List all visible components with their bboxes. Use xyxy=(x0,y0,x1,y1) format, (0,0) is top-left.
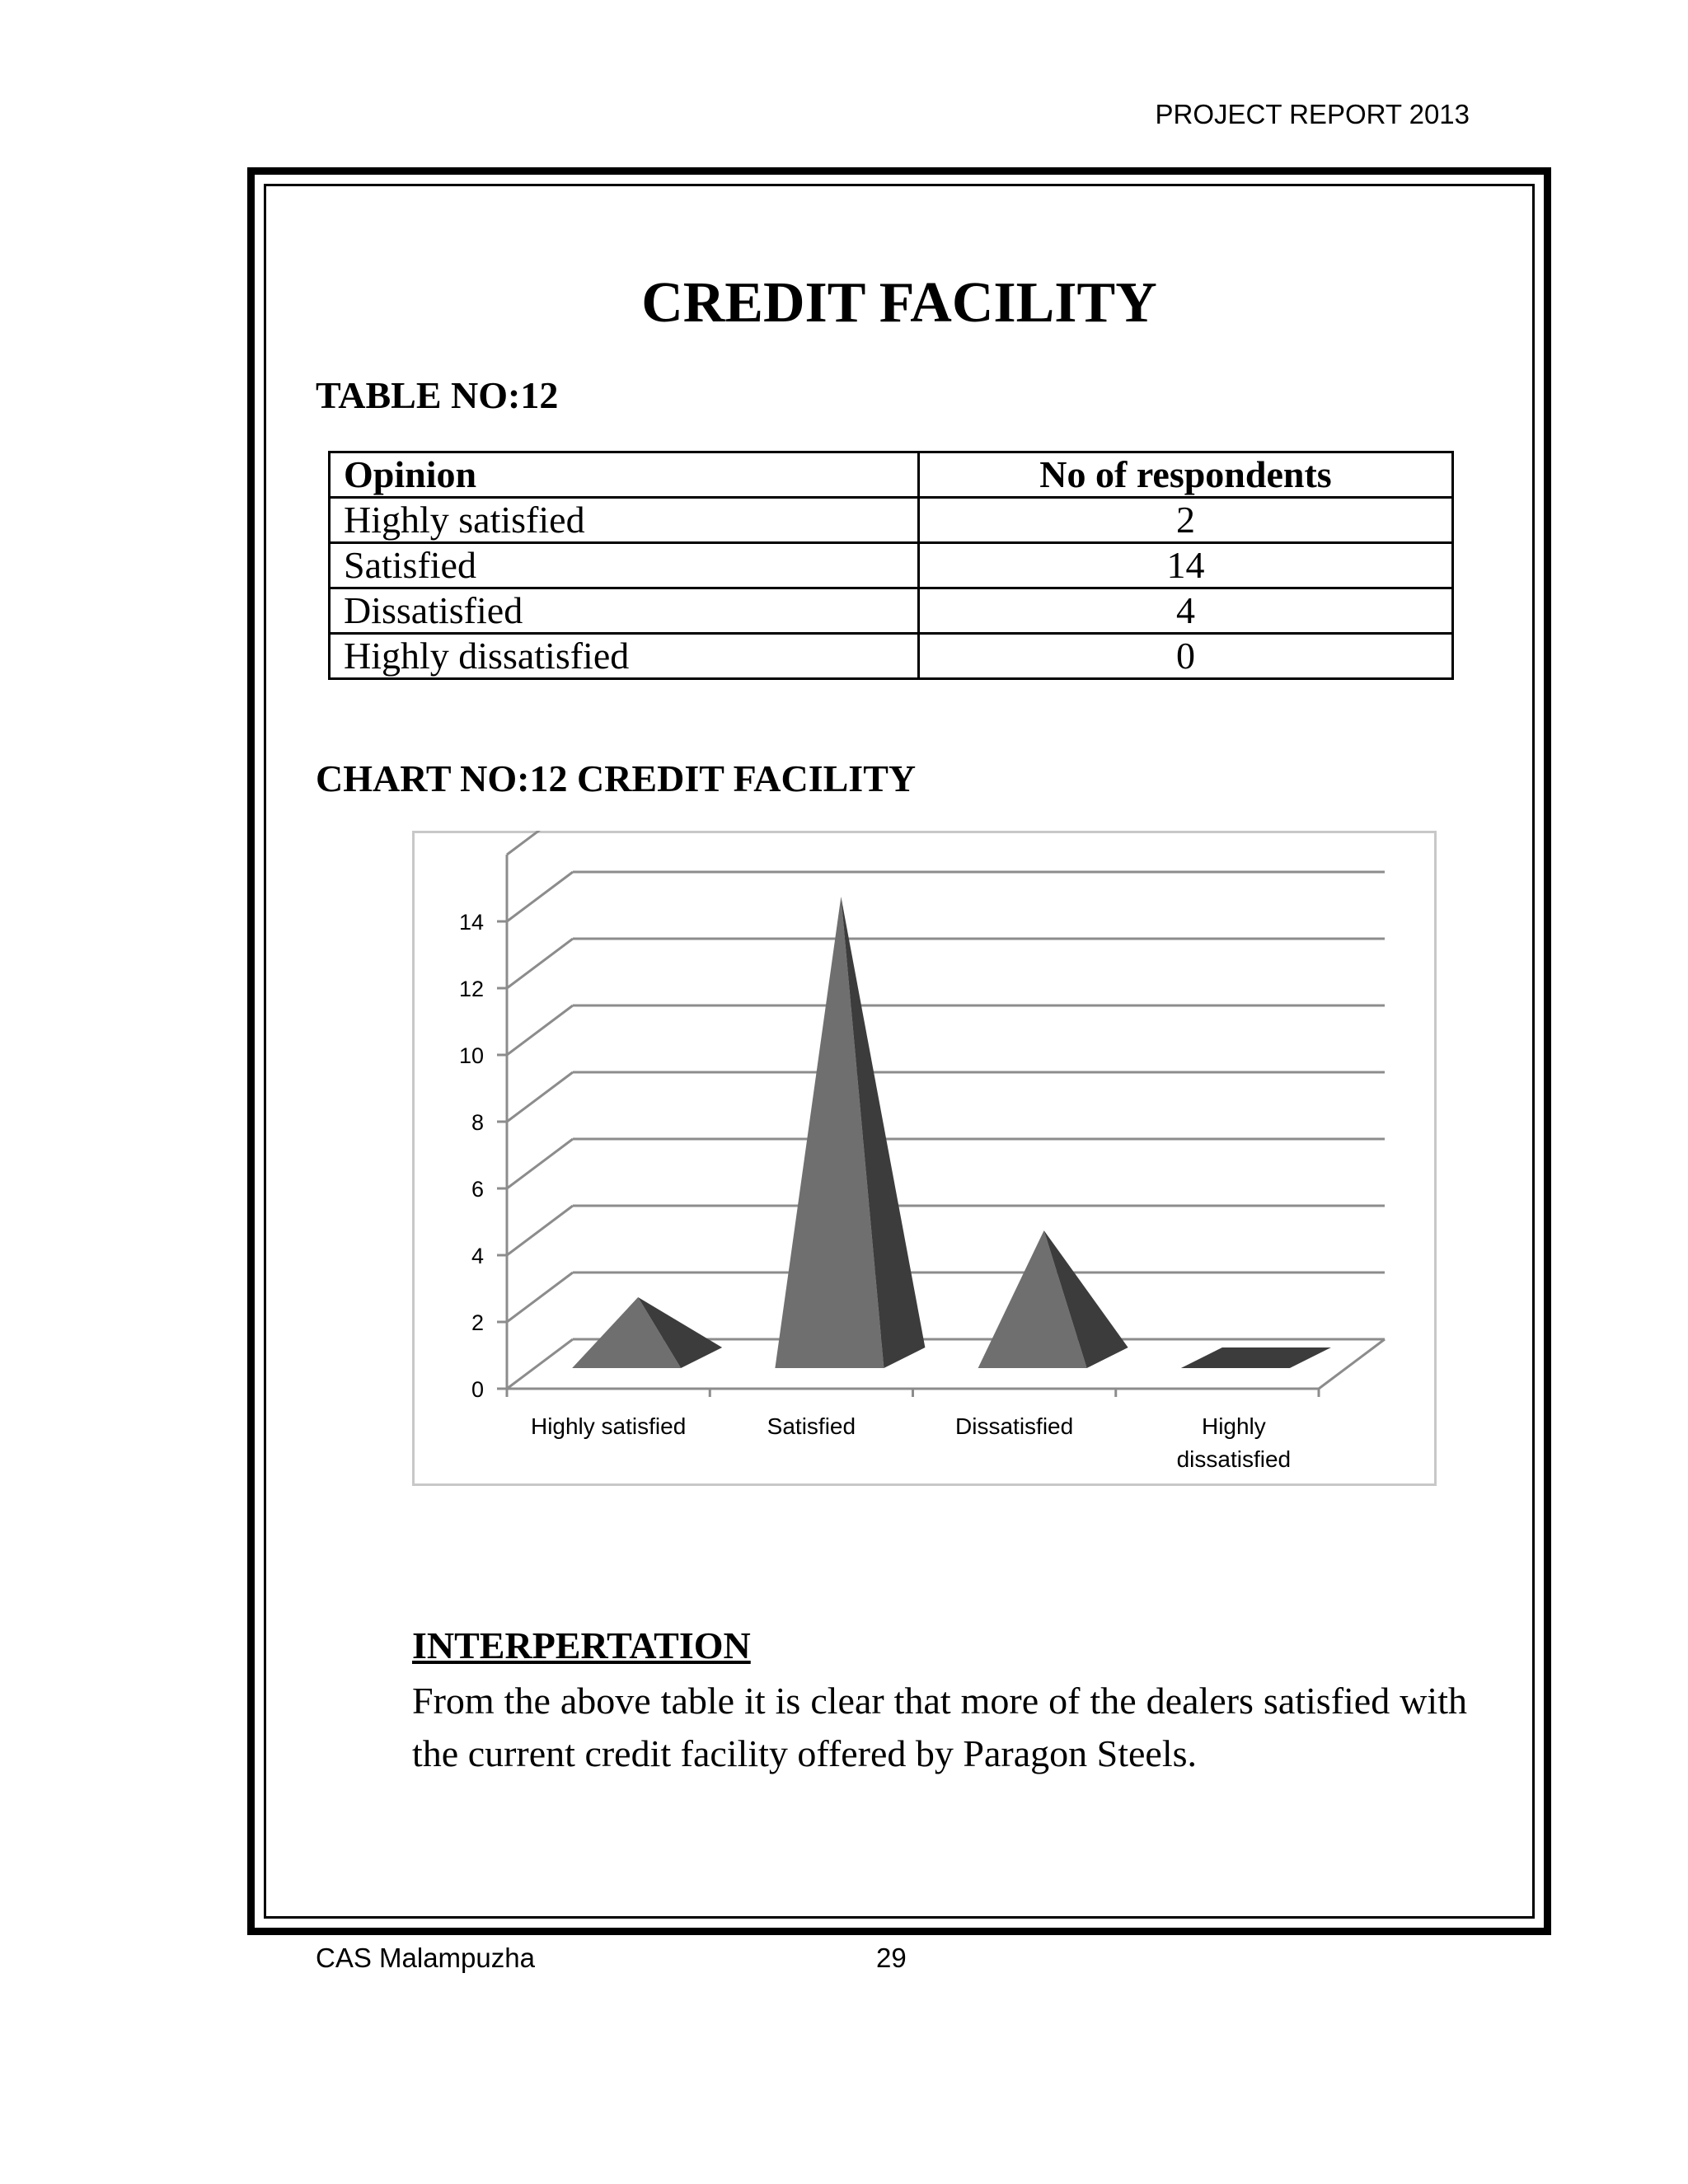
y-tick-label: 2 xyxy=(471,1310,484,1335)
page-title: CREDIT FACILITY xyxy=(641,271,1157,335)
opinion-cell: Highly dissatisfied xyxy=(330,634,919,679)
gridline-diagonal xyxy=(507,831,573,855)
y-tick-label: 8 xyxy=(471,1110,484,1135)
gridline-diagonal xyxy=(507,1072,573,1122)
interpretation-heading: INTERPERTATION xyxy=(412,1624,751,1666)
page-number: 29 xyxy=(876,1943,907,1973)
pyramid-chart xyxy=(412,831,1437,1486)
y-tick-label: 12 xyxy=(458,977,484,1001)
gridline-diagonal xyxy=(507,872,573,921)
table-row xyxy=(330,634,1453,679)
table-row xyxy=(330,543,1453,588)
footer-institution: CAS Malampuzha xyxy=(316,1943,535,1973)
x-tick-label: Highly satisfied xyxy=(530,1413,687,1439)
table-row xyxy=(330,498,1453,543)
chart-label: CHART NO:12 CREDIT FACILITY xyxy=(316,757,917,799)
respondents-cell: 2 xyxy=(919,498,1453,543)
opinion-cell: Satisfied xyxy=(330,543,919,588)
gridline-diagonal xyxy=(507,1139,573,1188)
opinion-cell: Dissatisfied xyxy=(330,588,919,634)
report-header: PROJECT REPORT 2013 xyxy=(1155,99,1470,129)
y-tick-label: 4 xyxy=(471,1244,484,1268)
x-tick-label: Highly xyxy=(1201,1413,1266,1439)
opinion-cell: Highly satisfied xyxy=(330,498,919,543)
respondents-cell: 14 xyxy=(919,543,1453,588)
gridline-diagonal xyxy=(507,939,573,988)
column-header-opinion: Opinion xyxy=(330,452,919,498)
x-tick-label: Satisfied xyxy=(767,1413,856,1439)
gridline-diagonal xyxy=(507,1005,573,1055)
x-tick-label: dissatisfied xyxy=(1176,1446,1292,1472)
gridline-diagonal xyxy=(507,1206,573,1255)
y-tick-label: 10 xyxy=(458,1043,484,1068)
respondents-cell: 4 xyxy=(919,588,1453,634)
pyramid-base-flat xyxy=(1181,1347,1331,1368)
interpretation-text: From the above table it is clear that more of the dealers satisfied with the current credit facility offered by Paragon Steels. xyxy=(412,1680,1467,1774)
gridline-diagonal xyxy=(507,1272,573,1322)
table-label: TABLE NO:12 xyxy=(316,374,559,416)
y-tick-label: 0 xyxy=(471,1377,484,1402)
data-table xyxy=(328,451,1454,680)
floor-edge xyxy=(1319,1339,1385,1389)
x-tick-label: Dissatisfied xyxy=(955,1413,1074,1439)
y-tick-label: 6 xyxy=(471,1177,484,1202)
table-header-row xyxy=(330,452,1453,498)
table-row xyxy=(330,588,1453,634)
column-header-respondents: No of respondents xyxy=(919,452,1453,498)
respondents-cell: 0 xyxy=(919,634,1453,679)
gridline-diagonal xyxy=(507,1339,573,1389)
y-tick-label: 14 xyxy=(458,910,484,935)
